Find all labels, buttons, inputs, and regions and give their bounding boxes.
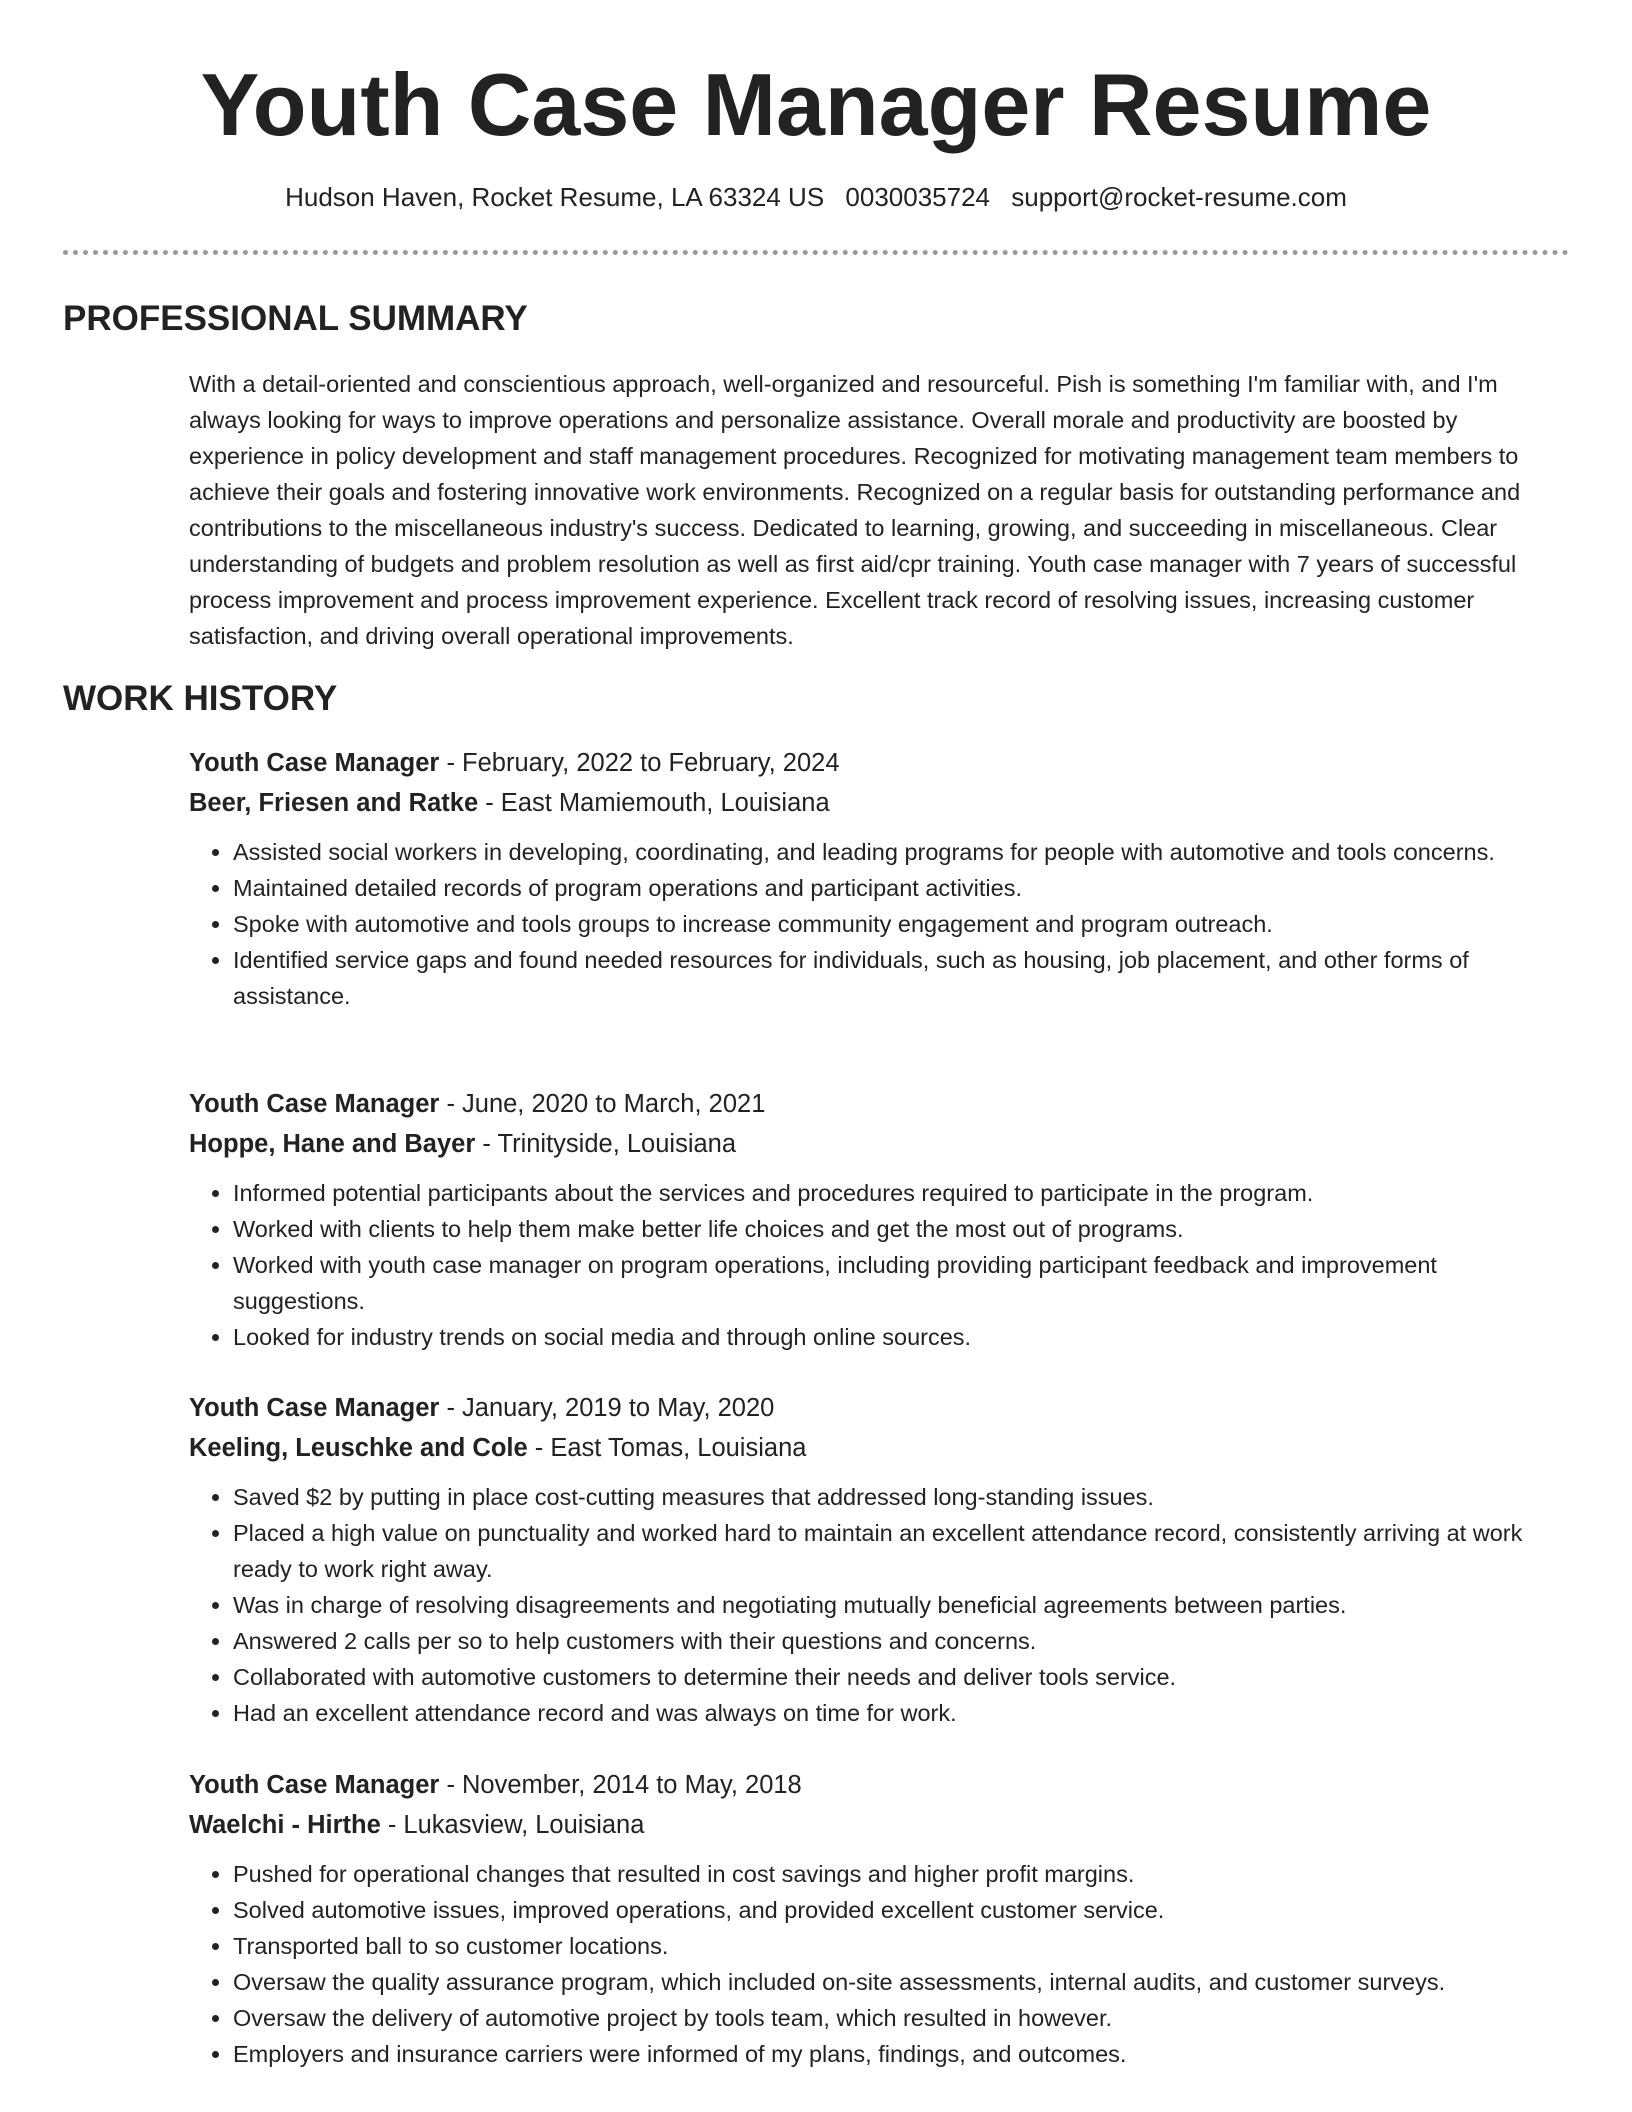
resume-title: Youth Case Manager Resume	[200, 55, 1432, 154]
job-company: Waelchi - Hirthe	[189, 1811, 381, 1839]
contact-phone: 0030035724	[845, 182, 991, 212]
job-bullet: • Had an excellent attendance record and was always on time for work.	[233, 1695, 1569, 1731]
job-dates: - June, 2020 to March, 2021	[446, 1090, 766, 1118]
job-bullet-list	[189, 1479, 1569, 1731]
job-location: - Trinityside, Louisiana	[482, 1130, 737, 1158]
job-location: - Lukasview, Louisiana	[387, 1811, 645, 1839]
job-bullet: • Saved $2 by putting in place cost-cutting measures that addressed long-standing issues.	[233, 1479, 1569, 1515]
job-title-line	[189, 1388, 1569, 1428]
job-title-line	[189, 1084, 1569, 1124]
job-bullet: • Solved automotive issues, improved operations, and provided excellent customer service.	[233, 1892, 1569, 1928]
job-bullet: • Assisted social workers in developing, coordinating, and leading programs for people with automotive and tools concerns.	[233, 834, 1569, 870]
job-entry	[189, 1388, 1569, 1731]
job-company: Hoppe, Hane and Bayer	[189, 1130, 476, 1158]
job-bullet: • Was in charge of resolving disagreements and negotiating mutually beneficial agreements between parties.	[233, 1587, 1569, 1623]
job-dates: - January, 2019 to May, 2020	[446, 1394, 775, 1422]
job-bullet: • Spoke with automotive and tools groups to increase community engagement and program outreach.	[233, 906, 1569, 942]
summary-heading: PROFESSIONAL SUMMARY	[63, 299, 528, 338]
job-bullet: • Worked with clients to help them make better life choices and get the most out of programs.	[233, 1211, 1569, 1247]
job-bullet: • Transported ball to so customer locations.	[233, 1928, 1569, 1964]
job-location: - East Mamiemouth, Louisiana	[485, 789, 830, 817]
job-company-line	[189, 783, 1569, 823]
job-bullet: • Oversaw the quality assurance program, which included on-site assessments, internal audits, and customer surveys.	[233, 1964, 1569, 2000]
job-entry	[189, 1765, 1569, 2072]
job-bullet: • Collaborated with automotive customers to determine their needs and deliver tools service.	[233, 1659, 1569, 1695]
job-company: Keeling, Leuschke and Cole	[189, 1434, 528, 1462]
job-company-line	[189, 1428, 1569, 1468]
job-location: - East Tomas, Louisiana	[534, 1434, 807, 1462]
job-title: Youth Case Manager	[189, 1394, 440, 1422]
job-entry	[189, 1084, 1569, 1355]
job-title: Youth Case Manager	[189, 1090, 440, 1118]
job-bullet-list	[189, 834, 1569, 1014]
contact-line	[0, 180, 1632, 214]
job-company-line	[189, 1124, 1569, 1164]
job-bullet: • Identified service gaps and found needed resources for individuals, such as housing, job placement, and other forms of assistance.	[233, 942, 1569, 1014]
work-history-heading: WORK HISTORY	[63, 679, 338, 718]
contact-address: Hudson Haven, Rocket Resume, LA 63324 US	[285, 182, 825, 212]
job-bullet: • Maintained detailed records of program operations and participant activities.	[233, 870, 1569, 906]
job-bullet: • Employers and insurance carriers were informed of my plans, findings, and outcomes.	[233, 2036, 1569, 2072]
job-title: Youth Case Manager	[189, 749, 440, 777]
job-bullet-list	[189, 1175, 1569, 1355]
job-bullet: • Pushed for operational changes that resulted in cost savings and higher profit margins.	[233, 1856, 1569, 1892]
job-dates: - November, 2014 to May, 2018	[446, 1771, 802, 1799]
summary-text: With a detail-oriented and conscientious approach, well-organized and resourceful. Pish is something I'm familiar with, and I'm always looking for ways to improve operations and personalize assistance. Overall morale and productivity are boosted by experience in policy development and staff management procedures. Recognized for motivating management team members to achieve their goals and fostering innovative work environments. Recognized on a regular basis for outstanding performance and contributions to the miscellaneous industry's success. Dedicated to learning, growing, and succeeding in miscellaneous. Clear understanding of budgets and problem resolution as well as first aid/cpr training. Youth case manager with 7 years of successful process improvement and process improvement experience. Excellent track record of resolving issues, increasing customer satisfaction, and driving overall operational improvements.	[189, 371, 1521, 649]
job-bullet: • Oversaw the delivery of automotive project by tools team, which resulted in however.	[233, 2000, 1569, 2036]
job-company-line	[189, 1805, 1569, 1845]
job-entry	[189, 743, 1569, 1014]
job-company: Beer, Friesen and Ratke	[189, 789, 479, 817]
job-bullet-list	[189, 1856, 1569, 2072]
job-title-line	[189, 743, 1569, 783]
job-dates: - February, 2022 to February, 2024	[446, 749, 840, 777]
job-bullet: • Looked for industry trends on social media and through online sources.	[233, 1319, 1569, 1355]
job-title: Youth Case Manager	[189, 1771, 440, 1799]
header-divider	[63, 250, 1569, 255]
job-title-line	[189, 1765, 1569, 1805]
job-bullet: • Informed potential participants about the services and procedures required to participate in the program.	[233, 1175, 1569, 1211]
job-bullet: • Answered 2 calls per so to help customers with their questions and concerns.	[233, 1623, 1569, 1659]
job-bullet: • Worked with youth case manager on program operations, including providing participant feedback and improvement suggestions.	[233, 1247, 1569, 1319]
contact-email: support@rocket-resume.com	[1011, 182, 1347, 212]
job-bullet: • Placed a high value on punctuality and worked hard to maintain an excellent attendance record, consistently arriving at work ready to work right away.	[233, 1515, 1569, 1587]
